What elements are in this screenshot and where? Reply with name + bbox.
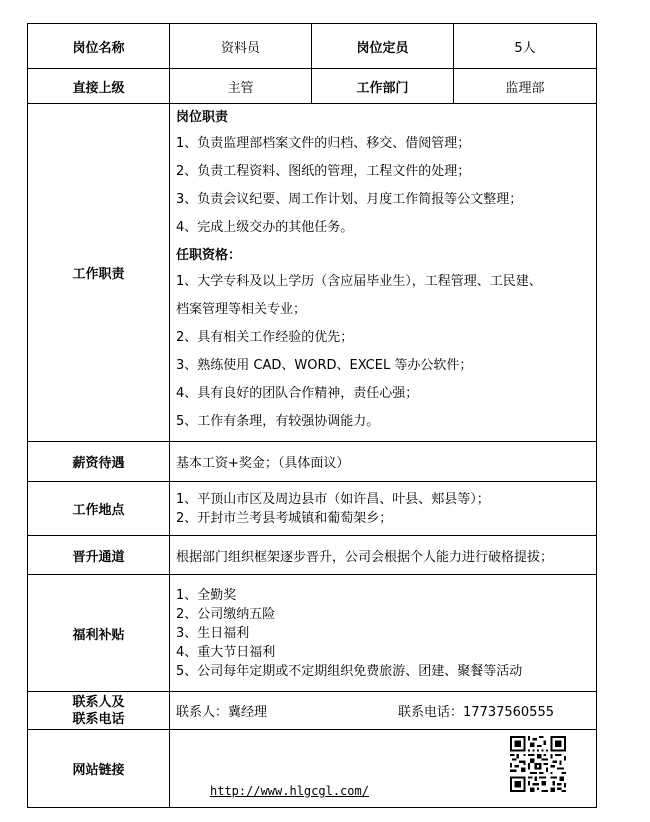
row-contact <box>28 692 597 730</box>
website-label: 网站链接 <box>28 730 170 808</box>
supervisor-value: 主管 <box>170 69 312 104</box>
row-promotion <box>28 536 597 575</box>
qualification-item: 2、具有相关工作经验的优先； <box>176 330 354 345</box>
headcount-value: 5人 <box>454 24 597 69</box>
contact-phone: 联系电话：17737560555 <box>398 705 554 720</box>
supervisor-label: 直接上级 <box>28 69 170 104</box>
location-content <box>170 482 597 536</box>
responsibility-item: 4、完成上级交办的其他任务。 <box>176 220 354 235</box>
row-salary <box>28 442 597 482</box>
duties-content <box>170 104 597 442</box>
location-label: 工作地点 <box>28 482 170 536</box>
position-name-value: 资料员 <box>170 24 312 69</box>
row-duties <box>28 104 597 442</box>
location-item: 1、平顶山市区及周边县市（如许昌、叶县、郏县等）； <box>176 491 490 507</box>
location-item: 2、开封市兰考县考城镇和葡萄架乡； <box>176 510 393 526</box>
benefit-item: 5、公司每年定期或不定期组织免费旅游、团建、聚餐等活动 <box>176 663 523 679</box>
responsibilities-heading: 岗位职责 <box>176 110 229 125</box>
responsibility-item: 3、负责会议纪要、周工作计划、月度工作简报等公文整理； <box>176 192 523 207</box>
department-label: 工作部门 <box>312 69 454 104</box>
row-supervisor <box>28 69 597 104</box>
qualification-item: 4、具有良好的团队合作精神，责任心强； <box>176 386 419 401</box>
benefit-item: 4、重大节日福利 <box>176 644 276 660</box>
salary-value: 基本工资+奖金；（具体面议） <box>170 442 597 482</box>
row-benefits <box>28 575 597 692</box>
position-name-label: 岗位名称 <box>28 24 170 69</box>
qualification-item: 3、熟练使用 CAD、WORD、EXCEL 等办公软件； <box>176 358 473 373</box>
job-description-table <box>27 23 597 808</box>
benefit-item: 3、生日福利 <box>176 625 250 641</box>
qualification-item: 档案管理等相关专业； <box>176 302 307 317</box>
contact-content <box>170 692 597 730</box>
qualifications-heading: 任职资格： <box>176 248 242 263</box>
qr-code-icon <box>510 736 566 792</box>
contact-label <box>28 692 170 730</box>
responsibility-item: 2、负责工程资料、图纸的管理，工程文件的处理； <box>176 164 471 179</box>
qualification-item: 1、大学专科及以上学历（含应届毕业生），工程管理、工民建、 <box>176 274 542 289</box>
contact-label-line: 联系人及 <box>72 694 125 710</box>
promotion-value: 根据部门组织框架逐步晋升，公司会根据个人能力进行破格提拔； <box>170 536 597 575</box>
row-website <box>28 730 597 808</box>
promotion-label: 晋升通道 <box>28 536 170 575</box>
benefits-content <box>170 575 597 692</box>
website-content <box>170 730 597 808</box>
duties-label: 工作职责 <box>28 104 170 442</box>
responsibility-item: 1、负责监理部档案文件的归档、移交、借阅管理； <box>176 136 471 151</box>
benefits-label: 福利补贴 <box>28 575 170 692</box>
department-value: 监理部 <box>454 69 597 104</box>
salary-label: 薪资待遇 <box>28 442 170 482</box>
row-location <box>28 482 597 536</box>
contact-label-line: 联系电话 <box>72 711 125 727</box>
benefit-item: 1、全勤奖 <box>176 587 237 603</box>
website-link[interactable]: http://www.hlgcgl.com/ <box>210 784 369 798</box>
contact-person: 联系人：冀经理 <box>176 705 268 720</box>
row-position <box>28 24 597 69</box>
qualification-item: 5、工作有条理，有较强协调能力。 <box>176 414 380 429</box>
headcount-label: 岗位定员 <box>312 24 454 69</box>
benefit-item: 2、公司缴纳五险 <box>176 606 276 622</box>
